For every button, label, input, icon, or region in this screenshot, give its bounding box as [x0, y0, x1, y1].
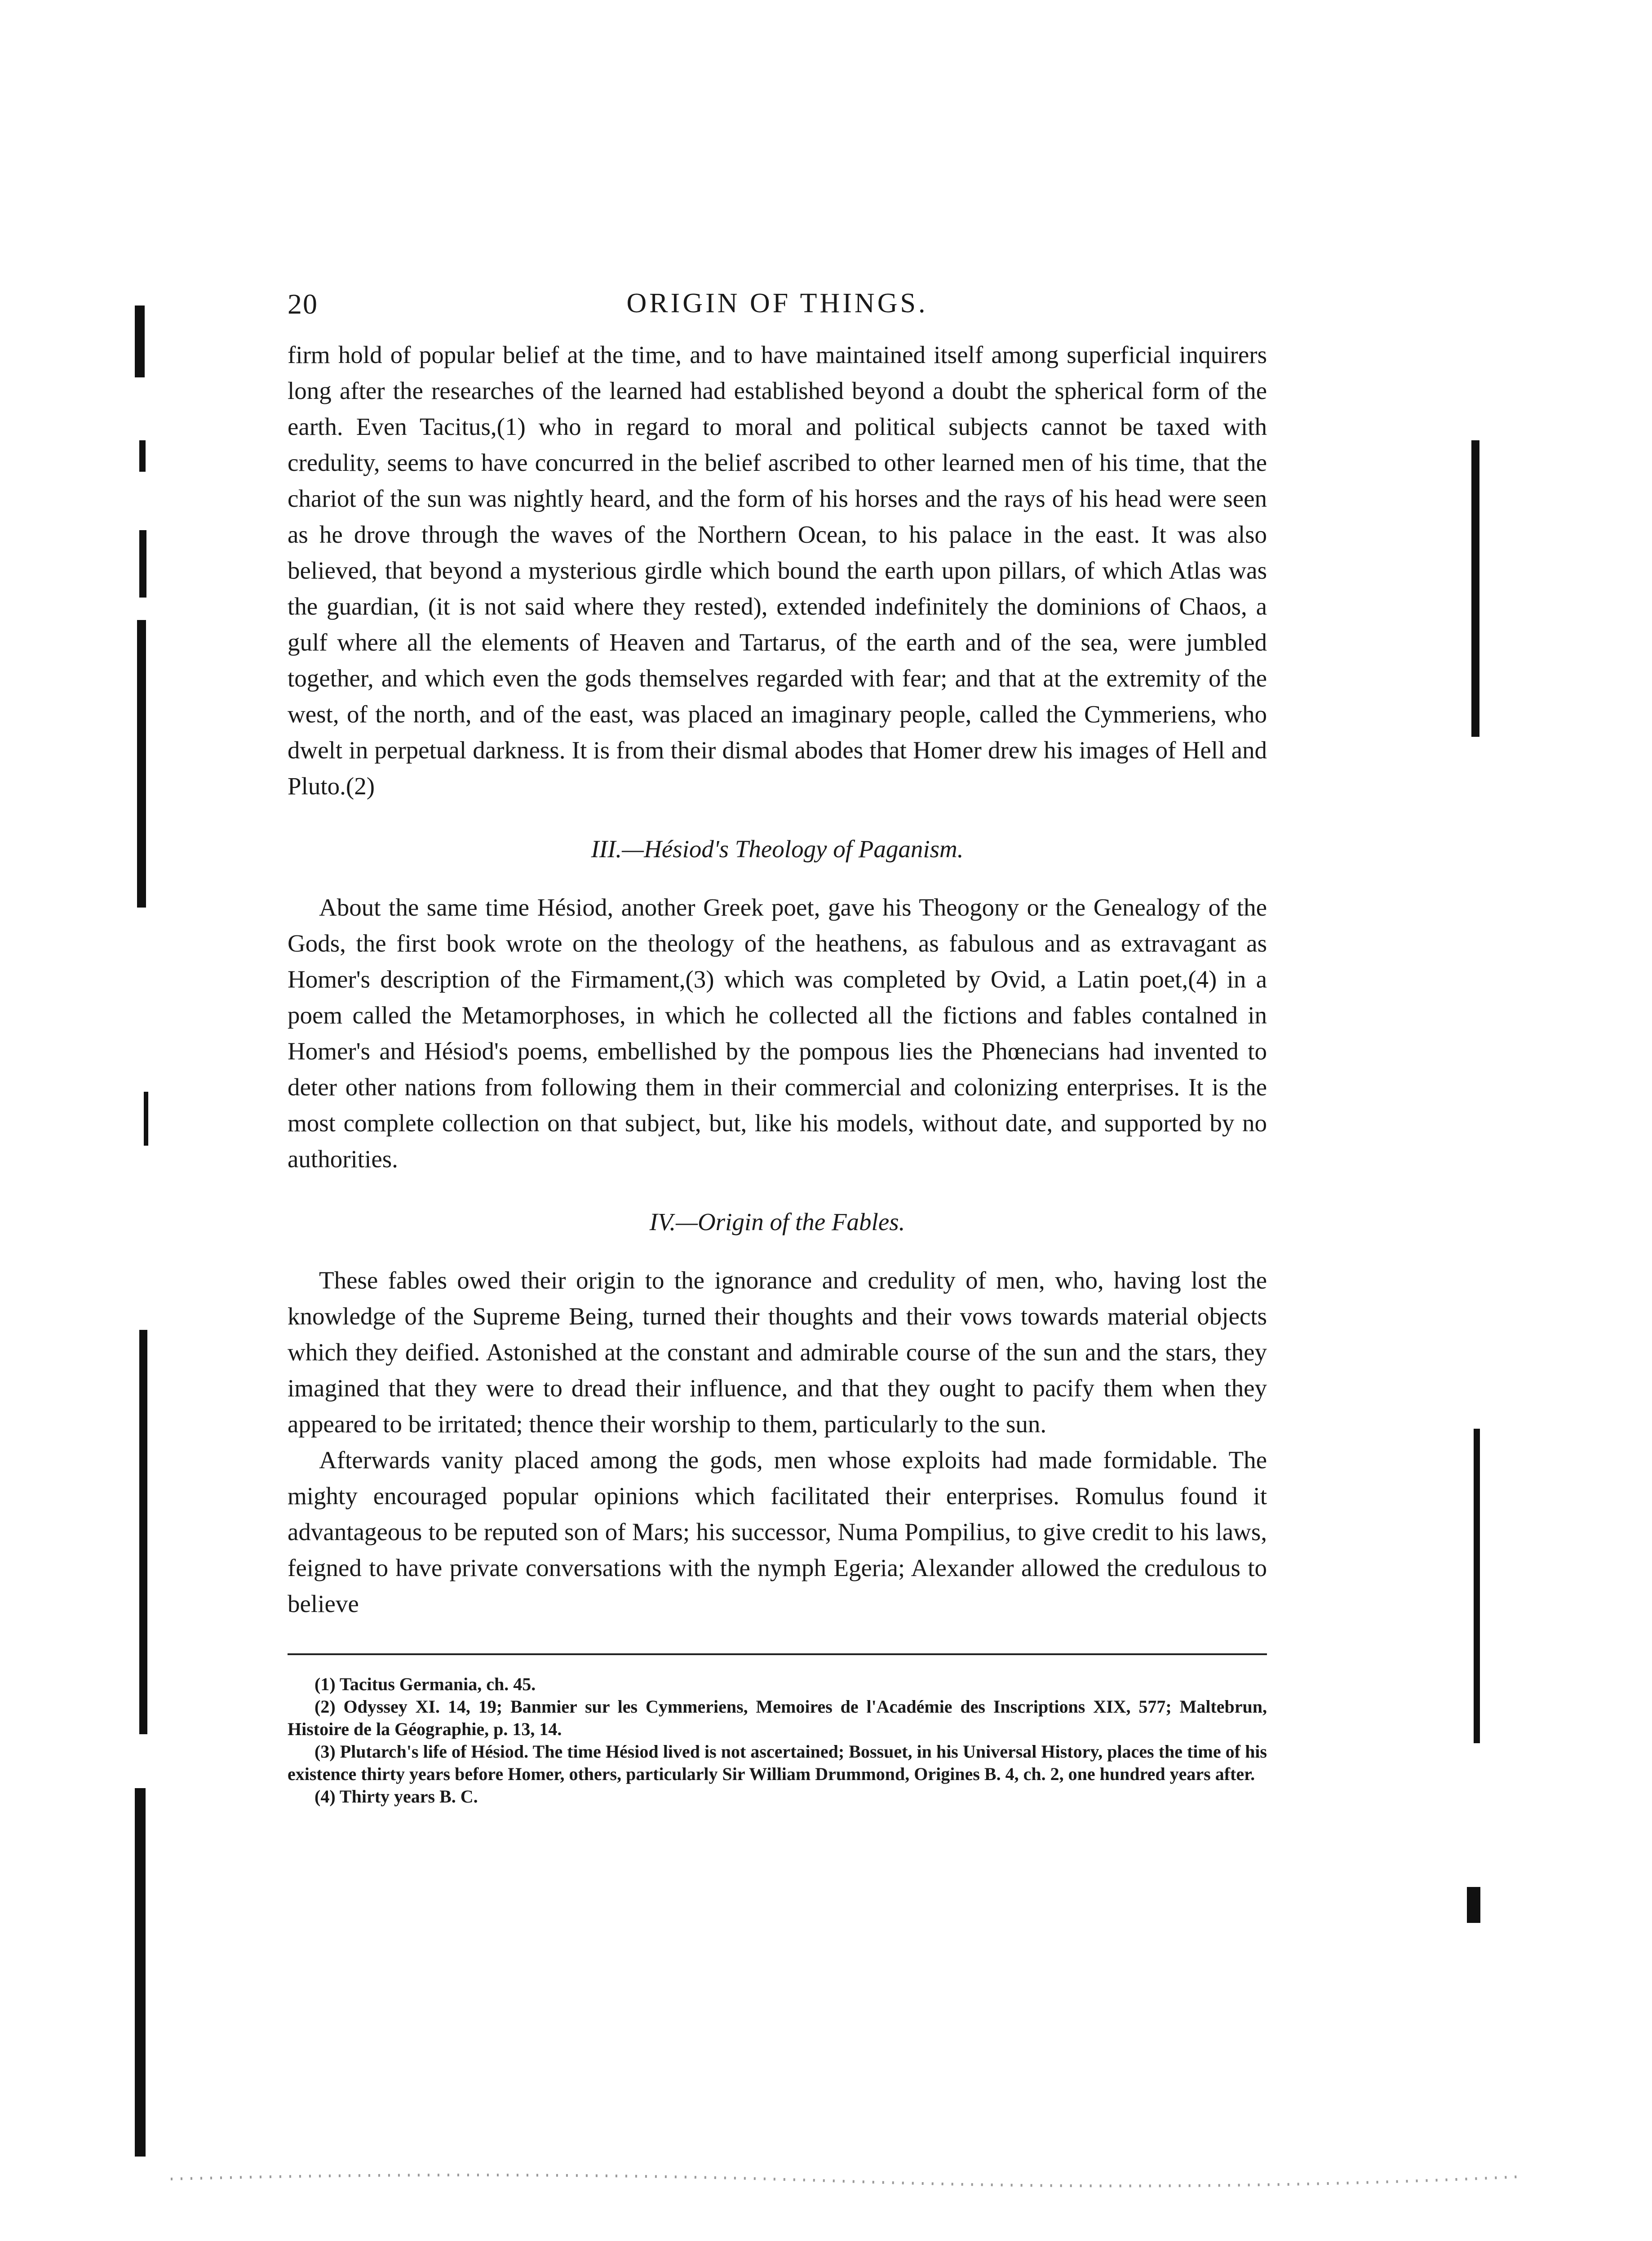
footnote: (2) Odyssey XI. 14, 19; Banmier sur les Cymmeriens, Memoires de l'Académie des Inscriptions XIX, 577; Maltebrun, Histoire de la Géographie, p. 13, 14. [288, 1696, 1267, 1739]
page-number: 20 [288, 288, 318, 320]
footnote-divider [288, 1653, 1267, 1655]
body-paragraph: Afterwards vanity placed among the gods, men whose exploits had made formidable. The mighty encouraged popular opinions which facilitated their enterprises. Romulus found it advantageous to be reputed son of Mars; his successor, Numa Pompilius, to give credit to his laws, feigned to have private conversations with the nymph Egeria; Alexander allowed the credulous to believe [288, 1446, 1267, 1617]
footnote: (1) Tacitus Germania, ch. 45. [314, 1674, 536, 1694]
footnote: (3) Plutarch's life of Hésiod. The time Hésiod lived is not ascertained; Bossuet, in his Universal History, places the time of his existence thirty years before Homer, others, particularly Sir William Drummond, Origines B. 4, ch. 2, one hundred years after. [288, 1741, 1267, 1784]
footnote: (4) Thirty years B. C. [314, 1786, 478, 1807]
section-heading: III.—Hésiod's Theology of Paganism. [591, 835, 964, 863]
body-paragraph: firm hold of popular belief at the time, and to have maintained itself among superficial inquirers long after the researches of the learned had established beyond a doubt the spherical form of the earth. Even Tacitus,(1) who in regard to moral and political subjects cannot be taxed with credulity, seems to have concurred in the belief ascribed to other learned men of his time, that the chariot of the sun was nightly heard, and the form of his horses and the rays of his head were seen as he drove through the waves of the Northern Ocean, to his palace in the east. It was also believed, that beyond a mysterious girdle which bound the earth upon pillars, of which Atlas was the guardian, (it is not said where they rested), extended indefinitely the dominions of Chaos, a gulf where all the elements of Heaven and Tartarus, of the earth and of the sea, were jumbled together, and which even the gods themselves regarded with fear; and that at the extremity of the west, of the north, and of the east, was placed an imaginary people, called the Cymmeriens, who dwelt in perpetual darkness. It is from their dismal abodes that Homer drew his images of Hell and Pluto.(2) [288, 341, 1267, 800]
body-paragraph: These fables owed their origin to the ignorance and credulity of men, who, having lost the knowledge of the Supreme Being, turned their thoughts and their vows towards material objects which they deified. Astonished at the constant and admirable course of the sun and the stars, they imagined that they were to dread their influence, and that they ought to pacify them when they appeared to be irritated; thence their worship to them, particularly to the sun. [288, 1267, 1267, 1438]
running-title: ORIGIN OF THINGS. [626, 288, 928, 319]
book-page [288, 288, 1267, 1808]
running-head [288, 288, 1267, 337]
scan-artifact-bottom [171, 2166, 1519, 2192]
scan-artifact-right [1429, 0, 1537, 2241]
scan-artifact-left [112, 0, 171, 2241]
body-paragraph: About the same time Hésiod, another Greek poet, gave his Theogony or the Genealogy of the Gods, the first book wrote on the theology of the heathens, as fabulous and as extravagant as Homer's description of the Firmament,(3) which was completed by Ovid, a Latin poet,(4) in a poem called the Metamorphoses, in which he collected all the fictions and fables contalned in Homer's and Hésiod's poems, embellished by the pompous lies the Phœnecians had invented to deter other nations from following them in their commercial and colonizing enterprises. It is the most complete collection on that subject, but, like his models, without date, and supported by no authorities. [288, 894, 1267, 1173]
section-heading: IV.—Origin of the Fables. [649, 1208, 905, 1236]
